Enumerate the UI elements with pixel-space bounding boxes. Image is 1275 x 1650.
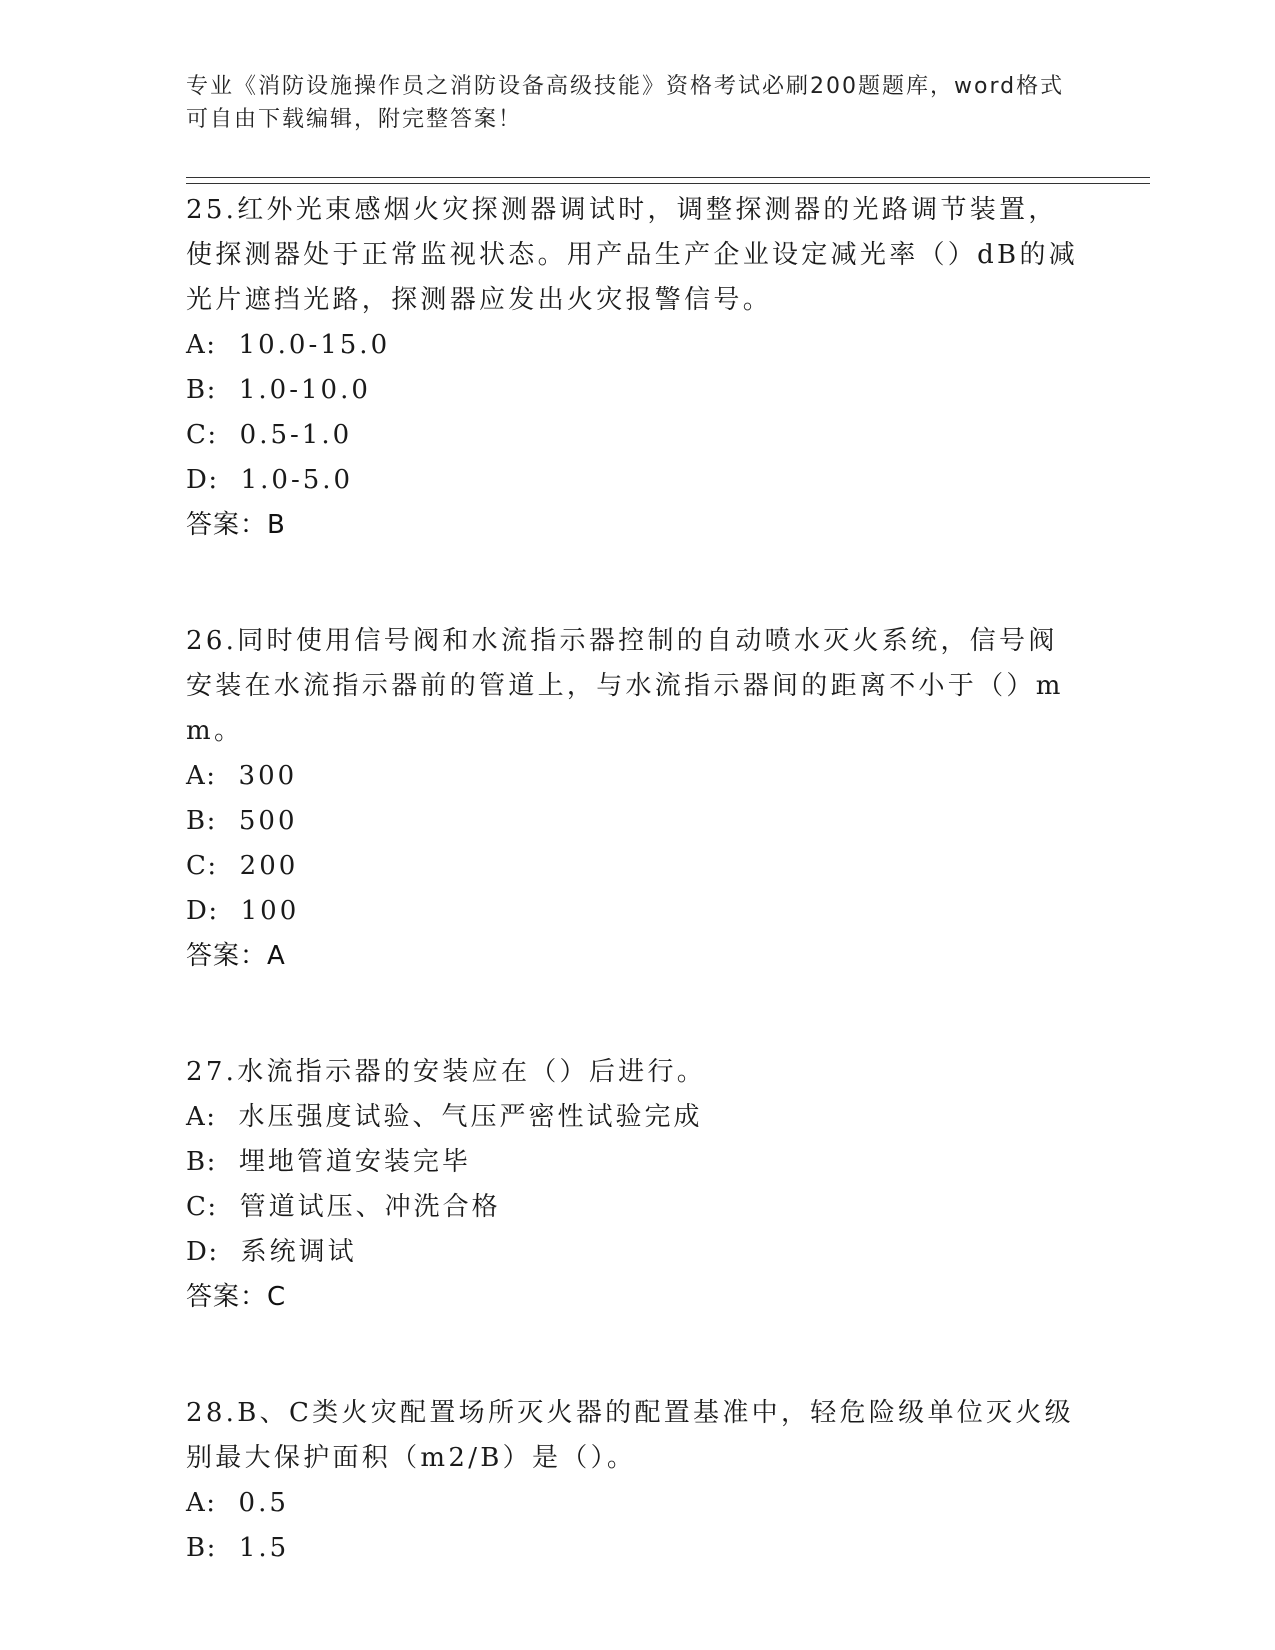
option-key: A: <box>186 1488 217 1518</box>
option-text: 200 <box>239 851 299 881</box>
option-c <box>186 844 1086 889</box>
option-text: 0.5 <box>238 1488 289 1518</box>
option-text: 管道试压、冲洗合格 <box>239 1192 501 1222</box>
option-a <box>186 323 1086 368</box>
option-text: 500 <box>238 806 298 836</box>
option-key: B: <box>186 806 217 836</box>
question-27 <box>186 1050 1086 1320</box>
option-text: 系统调试 <box>240 1237 357 1267</box>
option-text: 1.0-5.0 <box>240 465 354 495</box>
option-key: A: <box>186 761 217 791</box>
answer-label: 答案：A <box>186 941 286 971</box>
option-d <box>186 1230 1086 1275</box>
header-divider-bottom <box>186 183 1150 184</box>
option-text: 1.5 <box>238 1533 290 1563</box>
option-c <box>186 413 1086 458</box>
option-a <box>186 754 1086 799</box>
option-b <box>186 1140 1086 1185</box>
option-key: C: <box>186 1192 218 1222</box>
document-intro: 专业《消防设施操作员之消防设备高级技能》资格考试必刷200题题库，word格式可自由下载编辑，附完整答案！ <box>186 74 1065 132</box>
option-key: D: <box>186 1237 219 1267</box>
option-text: 0.5-1.0 <box>239 420 353 450</box>
option-text: 100 <box>240 896 300 926</box>
question-28 <box>186 1391 1086 1571</box>
option-key: D: <box>186 896 219 926</box>
option-text: 10.0-15.0 <box>238 330 391 360</box>
question-25 <box>186 188 1086 548</box>
option-a <box>186 1481 1086 1526</box>
option-key: B: <box>186 375 217 405</box>
question-stem: 28.B、C类火灾配置场所灭火器的配置基准中，轻危险级单位灭火级别最大保护面积（m2/B）是（）。 <box>186 1398 1074 1473</box>
option-key: C: <box>186 420 218 450</box>
option-text: 水压强度试验、气压严密性试验完成 <box>238 1102 703 1132</box>
option-text: 300 <box>238 761 298 791</box>
question-stem: 25.红外光束感烟火灾探测器调试时，调整探测器的光路调节装置，使探测器处于正常监视状态。用产品生产企业设定减光率（）dB的减光片遮挡光路，探测器应发出火灾报警信号。 <box>186 195 1079 315</box>
option-c <box>186 1185 1086 1230</box>
option-key: B: <box>186 1533 217 1563</box>
option-text: 埋地管道安装完毕 <box>238 1147 471 1177</box>
question-stem: 27.水流指示器的安装应在（）后进行。 <box>186 1057 707 1087</box>
option-d <box>186 458 1086 503</box>
option-a <box>186 1095 1086 1140</box>
option-key: A: <box>186 330 217 360</box>
header-divider-top <box>186 177 1150 178</box>
option-key: D: <box>186 465 219 495</box>
question-26 <box>186 619 1086 979</box>
option-key: B: <box>186 1147 217 1177</box>
option-b <box>186 368 1086 413</box>
question-stem: 26.同时使用信号阀和水流指示器控制的自动喷水灭火系统，信号阀安装在水流指示器前的管道上，与水流指示器间的距离不小于（）mm。 <box>186 626 1064 746</box>
option-d <box>186 889 1086 934</box>
question-list <box>186 188 1086 1597</box>
answer-label: 答案：C <box>186 1282 287 1312</box>
option-key: C: <box>186 851 218 881</box>
option-b <box>186 1526 1086 1571</box>
option-text: 1.0-10.0 <box>238 375 371 405</box>
answer-label: 答案：B <box>186 510 286 540</box>
option-b <box>186 799 1086 844</box>
option-key: A: <box>186 1102 217 1132</box>
